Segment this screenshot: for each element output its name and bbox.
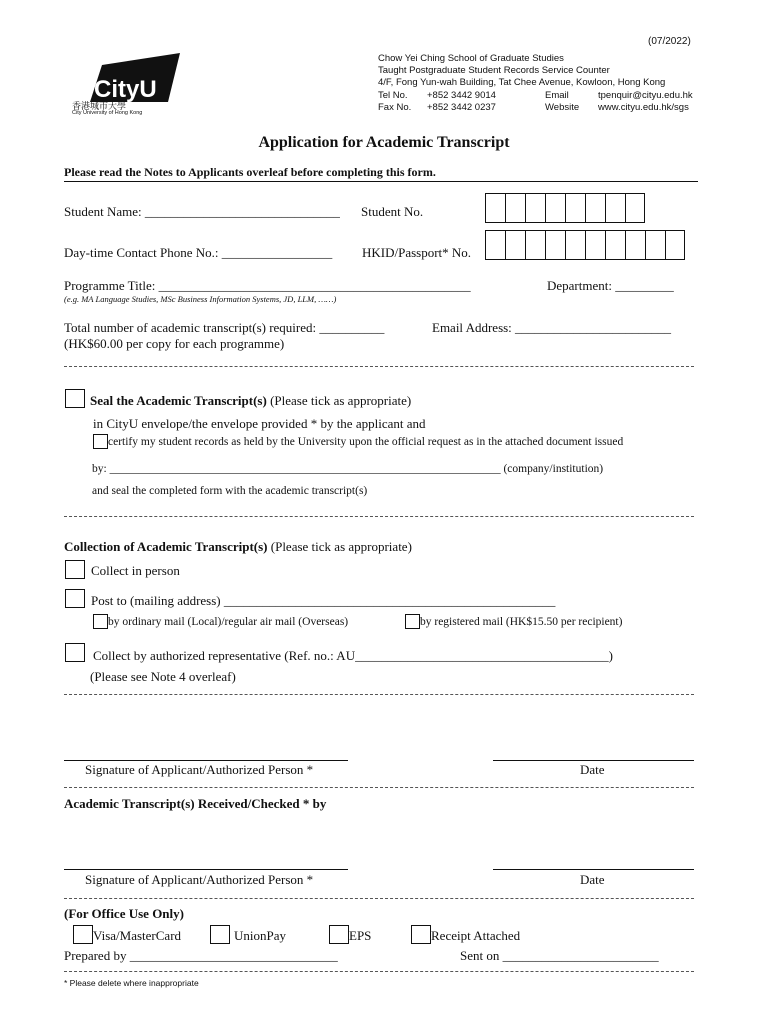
form-title: Application for Academic Transcript: [258, 134, 510, 151]
eps-checkbox[interactable]: [329, 925, 349, 944]
received-signature-line[interactable]: [64, 869, 348, 870]
website-value[interactable]: www.cityu.edu.hk/sgs: [598, 101, 689, 113]
form-notice: Please read the Notes to Applicants overleaf before completing this form.: [64, 165, 436, 179]
student-no-boxes[interactable]: [485, 193, 645, 223]
hkid-boxes[interactable]: [485, 230, 685, 260]
seal-heading-note: (Please tick as appropriate): [270, 393, 412, 408]
receipt-label: Receipt Attached: [431, 928, 521, 943]
collect-in-person-label: Collect in person: [91, 563, 180, 578]
received-date-label: Date: [580, 872, 605, 887]
date-label: Date: [580, 762, 605, 777]
divider: [64, 787, 694, 788]
office-address: 4/F, Fong Yun-wah Building, Tat Chee Avenue, Kowloon, Hong Kong: [378, 77, 666, 89]
tel-value: +852 3442 9014: [427, 89, 496, 101]
seal-checkbox[interactable]: [65, 389, 85, 408]
divider: [64, 971, 694, 972]
footnote: * Please delete where inappropriate: [64, 978, 199, 988]
programme-field[interactable]: Programme Title: ________________________________________________: [64, 278, 471, 293]
total-copies-field[interactable]: Total number of academic transcript(s) required: __________: [64, 320, 385, 335]
registered-mail-checkbox[interactable]: [405, 614, 420, 629]
fax-label: Fax No.: [378, 101, 412, 113]
applicant-signature-line[interactable]: [64, 760, 348, 761]
seal-completed-text: and seal the completed form with the academic transcript(s): [92, 485, 368, 497]
unionpay-label: UnionPay: [234, 928, 286, 943]
receipt-checkbox[interactable]: [411, 925, 431, 944]
phone-field[interactable]: Day-time Contact Phone No.: _________________: [64, 245, 333, 260]
contact-row-tel: [378, 90, 693, 102]
sent-on-field[interactable]: Sent on ________________________: [460, 948, 659, 963]
department-field[interactable]: Department: _________: [547, 278, 674, 293]
certify-checkbox[interactable]: [93, 434, 108, 449]
student-name-field[interactable]: Student Name: ______________________________: [64, 204, 340, 219]
eps-label: EPS: [349, 928, 372, 943]
programme-example: (e.g. MA Language Studies, MSc Business Information Systems, JD, LLM, ……): [64, 294, 337, 304]
authorized-rep-checkbox[interactable]: [65, 643, 85, 662]
ordinary-mail-label: by ordinary mail (Local)/regular air mail (Overseas): [108, 616, 349, 628]
price-note: (HK$60.00 per copy for each programme): [64, 336, 285, 351]
hkid-label: HKID/Passport* No.: [362, 245, 472, 260]
visa-label: Visa/MasterCard: [93, 928, 182, 943]
title-rule: [64, 181, 698, 182]
received-date-line[interactable]: [493, 869, 694, 870]
seal-heading: [90, 393, 411, 409]
office-name: Chow Yei Ching School of Graduate Studies: [378, 53, 564, 64]
post-to-checkbox[interactable]: [65, 589, 85, 608]
logo-chinese-name: 香港城市大學: [72, 101, 127, 111]
website-label: Website: [545, 101, 580, 113]
note4-text: (Please see Note 4 overleaf): [90, 669, 236, 684]
logo-wordmark: CityU: [94, 76, 157, 103]
applicant-signature-label: Signature of Applicant/Authorized Person *: [85, 762, 314, 777]
cityu-logo: [72, 52, 184, 122]
authorized-rep-field[interactable]: Collect by authorized representative (Ref. no.: AU_______________________________________): [93, 648, 613, 663]
email-label: Email: [545, 89, 569, 101]
unionpay-checkbox[interactable]: [210, 925, 230, 944]
envelope-text: in CityU envelope/the envelope provided * by the applicant and: [93, 416, 426, 431]
divider: [64, 516, 694, 517]
received-signature-label: Signature of Applicant/Authorized Person *: [85, 872, 314, 887]
email-address-field[interactable]: Email Address: ________________________: [432, 320, 672, 335]
divider: [64, 366, 694, 367]
email-value[interactable]: tpenquir@cityu.edu.hk: [598, 89, 693, 101]
by-company-field[interactable]: by: ____________________________________________________________________ (company/institution): [92, 463, 604, 475]
contact-block: [378, 53, 693, 114]
post-to-field[interactable]: Post to (mailing address) ___________________________________________________: [91, 593, 556, 608]
visa-checkbox[interactable]: [73, 925, 93, 944]
prepared-by-field[interactable]: Prepared by ________________________________: [64, 948, 338, 963]
collect-in-person-checkbox[interactable]: [65, 560, 85, 579]
collection-heading-bold: Collection of Academic Transcript(s): [64, 539, 268, 554]
service-unit: Taught Postgraduate Student Records Service Counter: [378, 65, 610, 77]
form-reference: (07/2022): [648, 36, 691, 47]
registered-mail-label: by registered mail (HK$15.50 per recipient): [420, 616, 623, 628]
tel-label: Tel No.: [378, 89, 408, 101]
date-line[interactable]: [493, 760, 694, 761]
student-no-label: Student No.: [361, 204, 424, 219]
collection-heading-note: (Please tick as appropriate): [270, 539, 412, 554]
contact-row-fax: [378, 102, 693, 114]
received-heading: Academic Transcript(s) Received/Checked * by: [64, 796, 327, 811]
logo-english-name: City University of Hong Kong: [72, 110, 143, 116]
ordinary-mail-checkbox[interactable]: [93, 614, 108, 629]
divider: [64, 898, 694, 899]
fax-value: +852 3442 0237: [427, 101, 496, 113]
certify-text: certify my student records as held by the University upon the official request as in the attached document issued: [108, 436, 624, 448]
office-use-heading: (For Office Use Only): [64, 906, 184, 921]
collection-heading: [64, 539, 412, 555]
divider: [64, 694, 694, 695]
seal-heading-bold: Seal the Academic Transcript(s): [90, 393, 267, 408]
